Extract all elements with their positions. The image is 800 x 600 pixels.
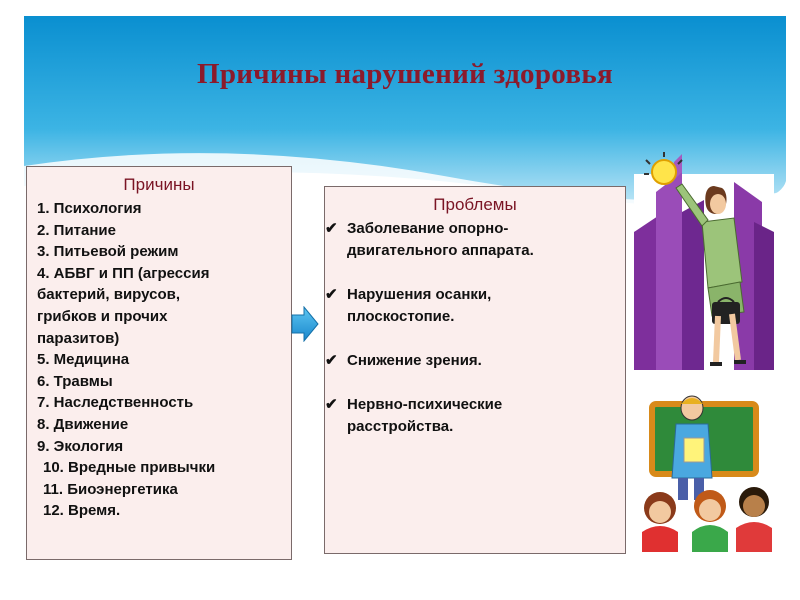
problems-heading: Проблемы <box>433 195 517 214</box>
arrow-right-icon <box>290 306 320 347</box>
problems-list <box>325 218 615 438</box>
list-item: 2. Питание <box>37 221 116 239</box>
problems-box <box>324 186 626 554</box>
list-item <box>325 350 615 372</box>
check-icon: ✔ <box>325 396 338 413</box>
causes-list <box>37 198 281 522</box>
list-item: бактерий, вирусов, <box>37 286 181 304</box>
teacher-lightbulb-clipart <box>634 152 784 387</box>
check-icon: ✔ <box>325 352 338 369</box>
list-item <box>325 394 615 438</box>
list-item <box>325 218 615 262</box>
causes-heading: Причины <box>123 175 195 194</box>
list-item: 11. Биоэнергетика <box>43 480 178 498</box>
list-item: паразитов) <box>37 329 120 347</box>
list-item: 12. Время. <box>43 502 121 520</box>
list-item: 1. Психология <box>37 200 142 217</box>
list-item: 4. АБВГ и ПП (агрессия <box>37 264 210 282</box>
teacher-classroom-clipart <box>636 392 776 567</box>
problem-line: Заболевание опорно- <box>347 220 509 237</box>
list-item: 7. Наследственность <box>37 394 194 412</box>
problem-line: двигательного аппарата. <box>347 242 534 259</box>
check-icon: ✔ <box>325 220 338 237</box>
list-item: 9. Экология <box>37 437 124 455</box>
list-item: грибков и прочих <box>37 307 168 325</box>
list-item: 8. Движение <box>37 415 129 433</box>
list-item: 5. Медицина <box>37 351 130 369</box>
list-item: 10. Вредные привычки <box>43 459 216 477</box>
list-item <box>325 284 615 328</box>
list-item: 6. Травмы <box>37 372 113 390</box>
problem-line: расстройства. <box>347 418 454 435</box>
page-title: Причины нарушений здоровья <box>197 58 613 90</box>
problem-line: Нарушения осанки, <box>347 286 492 303</box>
list-item: 3. Питьевой режим <box>37 243 179 261</box>
problem-line: Снижение зрения. <box>347 352 482 369</box>
slide <box>24 16 786 590</box>
problem-line: плоскостопие. <box>347 308 455 325</box>
problem-line: Нервно-психические <box>347 396 503 413</box>
causes-box <box>26 166 292 560</box>
check-icon: ✔ <box>325 286 338 303</box>
